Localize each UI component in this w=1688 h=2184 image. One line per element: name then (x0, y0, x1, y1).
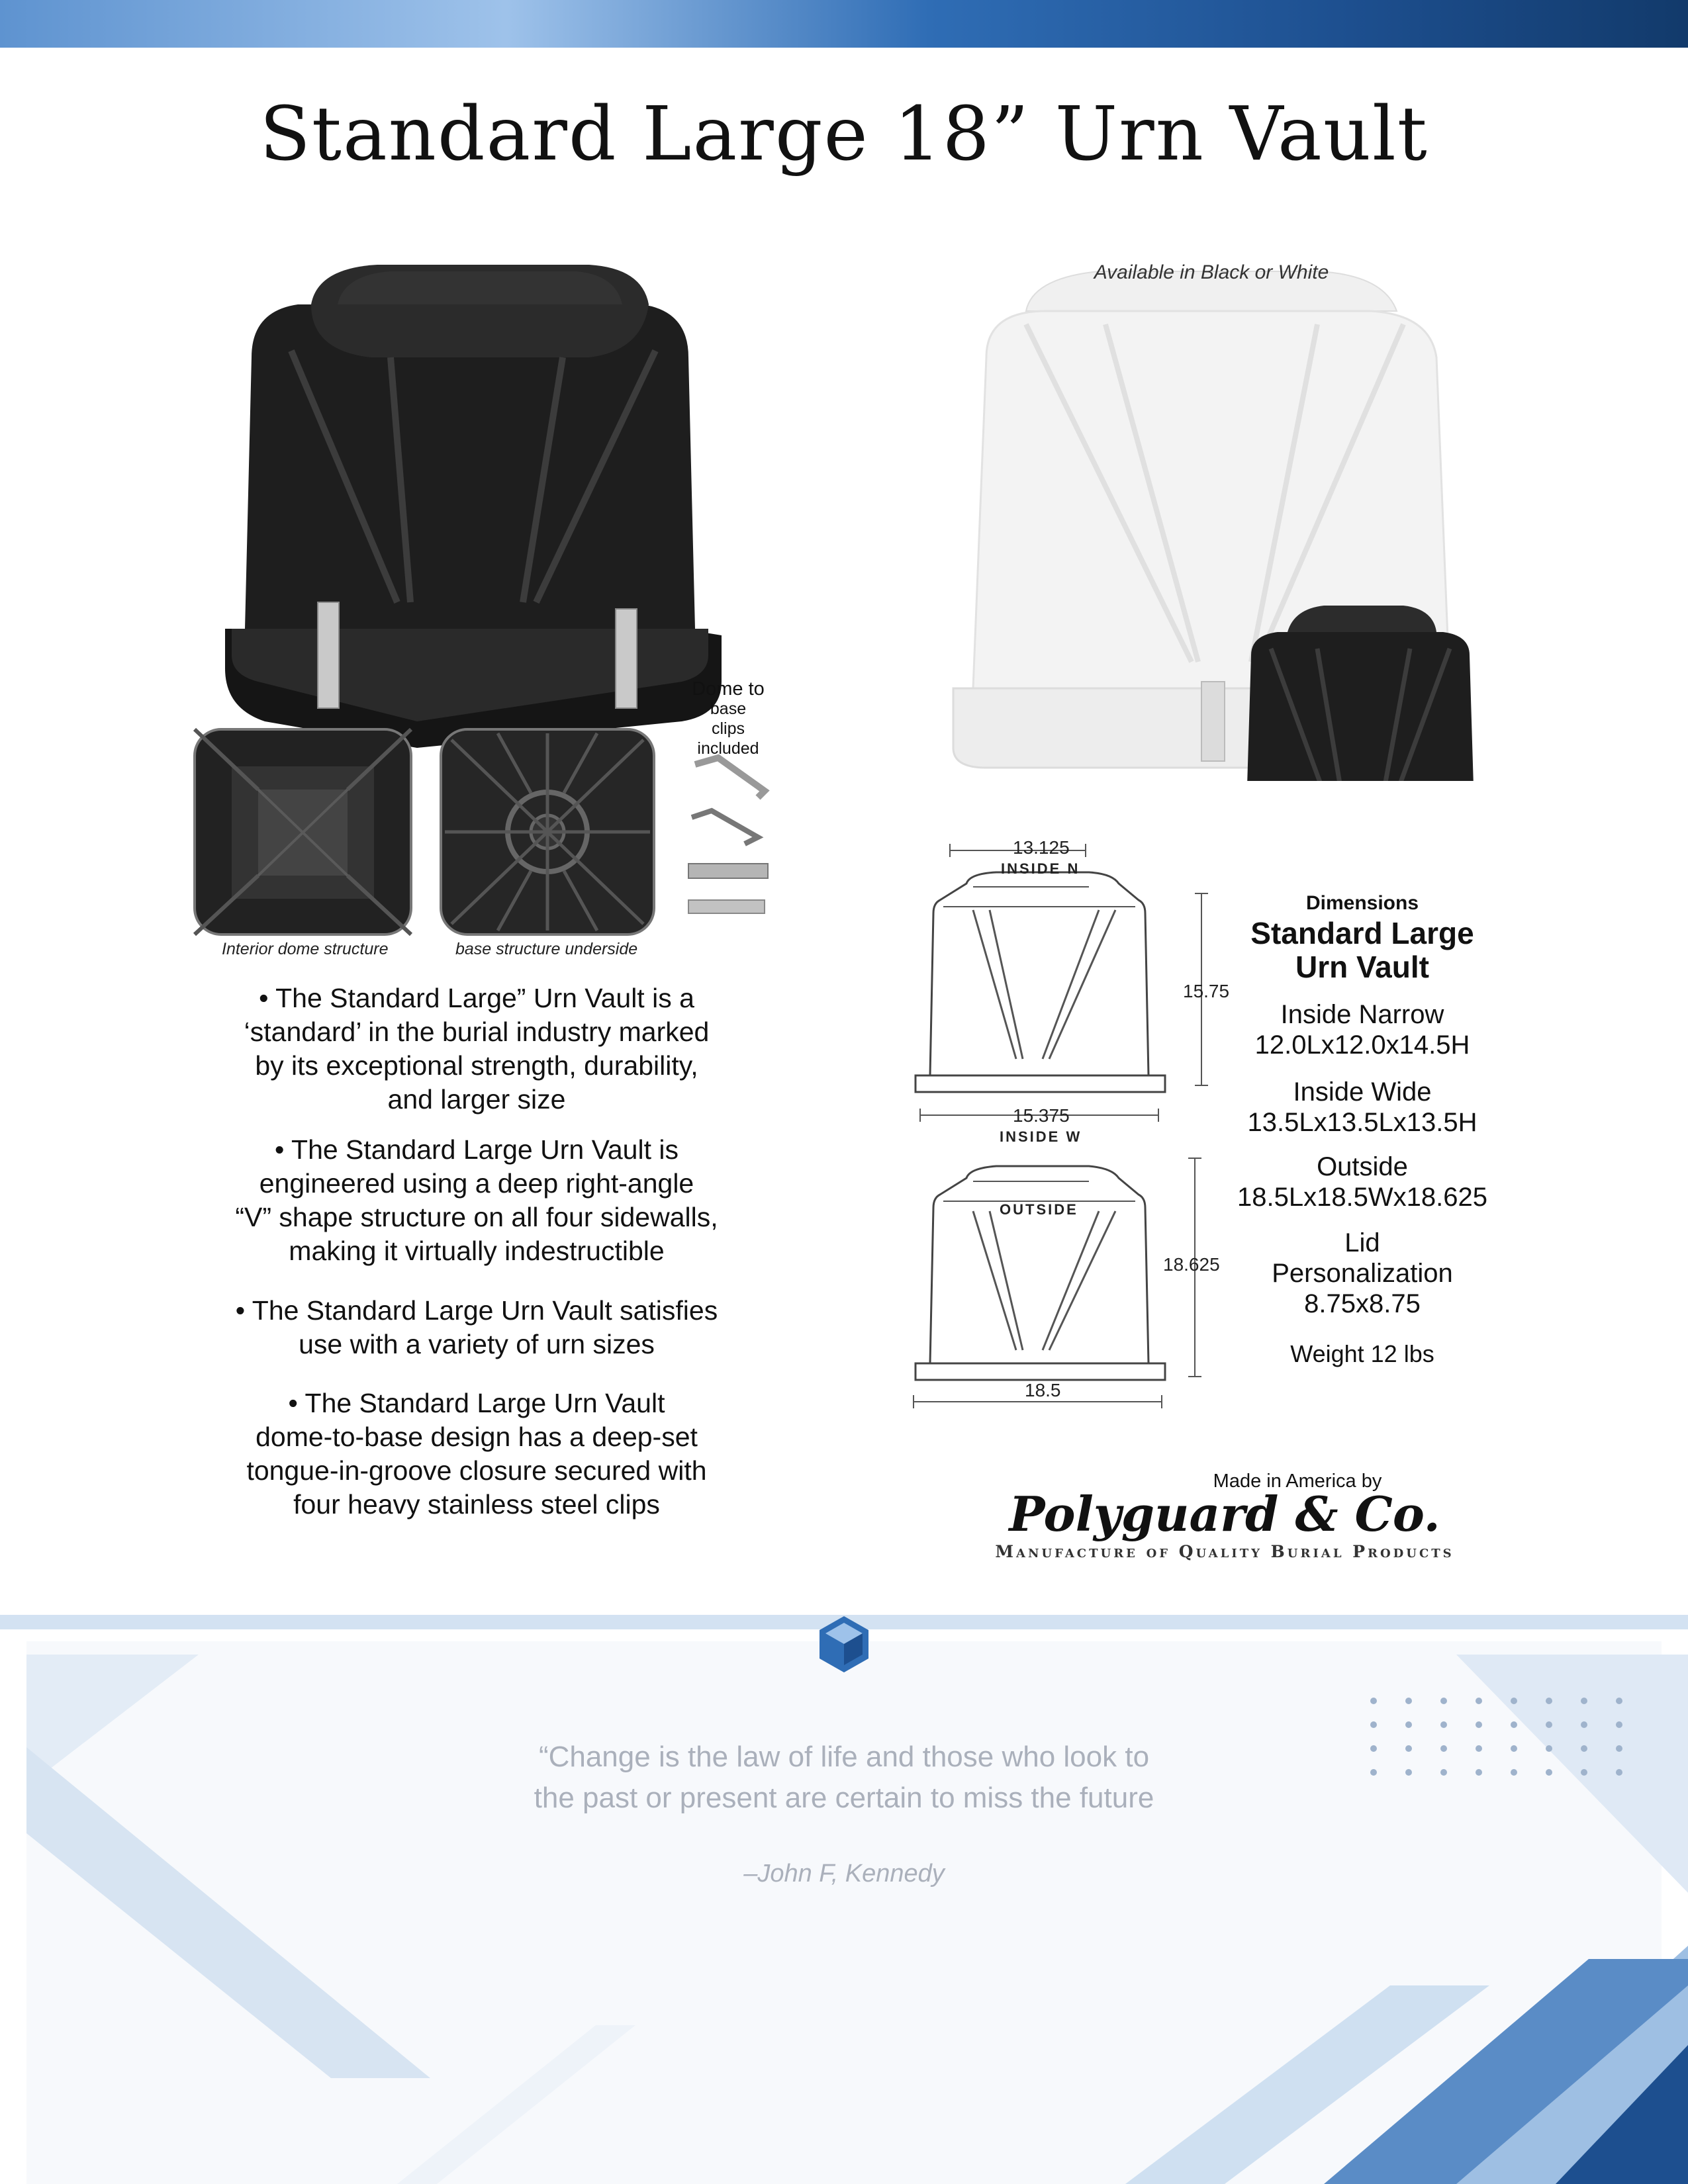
made-in-america: Made in America by (1213, 1471, 1382, 1492)
inside-wide-label: Inside Wide (1293, 1077, 1432, 1107)
bullet-1-line: • The Standard Large” Urn Vault is a (259, 983, 694, 1013)
personalization-value: 8.75x8.75 (1304, 1289, 1421, 1318)
product-name-line2: Urn Vault (1295, 950, 1429, 984)
white-vault-image (947, 238, 1476, 781)
inside-n-label: INSIDE N (1001, 860, 1080, 877)
weight-spec: Weight 12 lbs (1290, 1340, 1434, 1367)
inside-w-width: 15.375 (1013, 1105, 1070, 1126)
inside-n-height: 15.75 (1183, 981, 1230, 1001)
bullet-2-line: “V” shape structure on all four sidewalls, (235, 1202, 718, 1232)
clips-label-line3: included (697, 739, 759, 758)
bullet-3-line: • The Standard Large Urn Vault satisfies (235, 1295, 718, 1326)
inside-n-width: 13.125 (1013, 837, 1070, 858)
dimensions-heading: Dimensions (1305, 892, 1419, 914)
bullet-1-line: by its exceptional strength, durability, (255, 1050, 698, 1081)
outside-spec-label: Outside (1317, 1152, 1408, 1181)
polyguard-tagline: Manufacture of Quality Burial Products (995, 1542, 1454, 1561)
clips-label-line2: base clips (710, 700, 747, 738)
stainless-clips-image (685, 751, 774, 920)
bullet-4-line: tongue-in-groove closure secured with (246, 1455, 707, 1486)
bullet-2-line: making it virtually indestructible (289, 1236, 665, 1266)
bottom-decoration (0, 1615, 1688, 2184)
inside-wide-spec (1197, 1077, 1528, 1138)
bottom-banner (0, 1615, 1688, 2184)
bullet-2 (192, 1133, 761, 1268)
bullet-3 (192, 1294, 761, 1361)
product-name (1197, 917, 1528, 984)
bullet-2-line: • The Standard Large Urn Vault is (275, 1134, 679, 1165)
inside-narrow-value: 12.0Lx12.0x14.5H (1254, 1030, 1470, 1060)
outside-spec-value: 18.5Lx18.5Wx18.625 (1237, 1183, 1488, 1212)
bullet-4 (192, 1387, 761, 1522)
interior-caption: Interior dome structure (222, 940, 389, 958)
quote-line1: “Change is the law of life and those who look to (538, 1741, 1150, 1773)
outside-height: 18.625 (1163, 1254, 1220, 1275)
outside-label: OUTSIDE (1000, 1201, 1078, 1218)
quote-line2: the past or present are certain to miss the future (534, 1782, 1154, 1814)
bullet-1-line: ‘standard’ in the burial industry marked (244, 1017, 710, 1047)
inside-wide-value: 13.5Lx13.5Lx13.5H (1247, 1108, 1477, 1137)
bullet-1-line: and larger size (387, 1084, 566, 1115)
black-vault-image (218, 258, 728, 748)
top-banner (0, 0, 1688, 48)
inside-narrow-spec (1197, 999, 1528, 1060)
personalization-label: Personalization (1272, 1259, 1453, 1288)
bullet-1 (192, 981, 761, 1116)
bullet-3-line: use with a variety of urn sizes (299, 1329, 655, 1359)
base-caption: base structure underside (455, 940, 638, 958)
bullet-4-line: four heavy stainless steel clips (293, 1489, 660, 1520)
quote-author: –John F, Kennedy (743, 1860, 945, 1888)
interior-dome-image (192, 727, 414, 937)
inside-narrow-label: Inside Narrow (1280, 1000, 1444, 1029)
outside-width: 18.5 (1025, 1380, 1061, 1400)
lid-spec (1197, 1228, 1528, 1319)
clips-label-line1: Dome to (692, 678, 765, 700)
bullet-4-line: dome-to-base design has a deep-set (256, 1422, 698, 1452)
availability-note: Available in Black or White (1094, 261, 1329, 283)
outside-spec (1197, 1152, 1528, 1212)
clips-label (692, 679, 765, 758)
page-title: Standard Large 18” Urn Vault (259, 91, 1429, 177)
product-name-line1: Standard Large (1250, 916, 1474, 950)
base-underside-image (438, 727, 657, 937)
inside-w-label: INSIDE W (1000, 1128, 1082, 1145)
lid-label: Lid (1344, 1228, 1380, 1257)
polyguard-logo: Polyguard & Co. (1009, 1486, 1440, 1542)
bullet-4-line: • The Standard Large Urn Vault (288, 1388, 665, 1418)
bullet-2-line: engineered using a deep right-angle (259, 1168, 694, 1199)
